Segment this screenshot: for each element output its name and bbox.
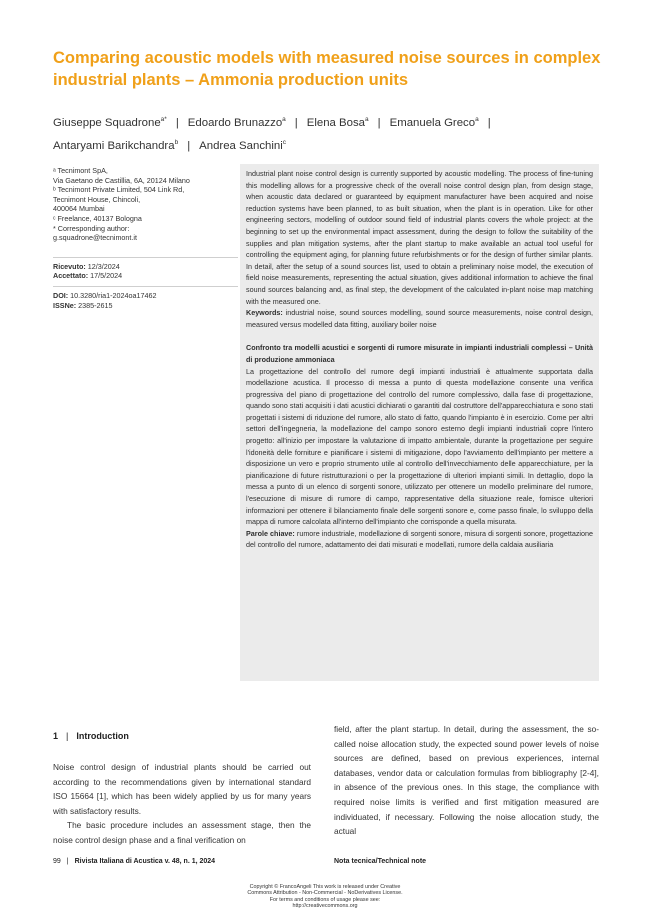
affiliation-a: ᵃ Tecnimont SpA, [53, 166, 108, 175]
corresponding-author-label: * Corresponding author: [53, 223, 130, 233]
abstract-english: Industrial plant noise control design is currently supported by acoustic modelling. The process of fine-tuning this modelling allows for a progressive check of the overall noise control design plan, from design stage, when acoustic data declared or guaranteed by equipment manufacturer have been acquired and noise reduction systems have been planned, to as built situation, when the plant is in operation. Like for other engineering sectors, modelling of outdoor sound field of industrial plants covers the whole project: at the beginning to set up the environmental impact assessment, during the design to follow the suitability of the supplies and plan mitigation systems, after the plant startup to make available an actual tool useful for controlling the equipment aging, for planning future refurbishments or for the design of further similar plants. In detail, after the setup of a sound sources list, used to obtain a preliminary noise model, the execution of field noise measurements, representing the actual situation, gives additional information to achieve the final sound sources balancing and, as final step, the development of the calculated in-plant noise map matching with the measured one. [246, 169, 593, 306]
author-name: Giuseppe Squadrone$^{a*}$ [53, 116, 167, 129]
author-name: Elena Bosa$^a$ [306, 116, 369, 129]
intro-paragraph-1: Noise control design of industrial plants should be carried out according to the recommendations given by international standard ISO 15664 [1], which has been widely applied by us for many years with satisfactory results. [53, 762, 311, 816]
affiliation-b-address: Tecnimont House, Chincoli, [53, 194, 141, 204]
affiliation-b-city: 400064 Mumbai [53, 204, 105, 214]
intro-paragraph-3: field, after the plant startup. In detail, during the assessment, the so-called noise allocation study, the expected sound power levels of noise sources are defined, based on previous experiences, internal databases, vendor data or calculation formulas from bibliography [2-4], in absence of the previous ones. In this stage, the compliance with required noise limits is verified and first mitigation measured are individuated, if necessary. Following the noise allocation study, the actual [334, 724, 599, 837]
page-number: 99 [53, 858, 61, 865]
intro-right-column [334, 722, 599, 839]
page-footer: 99 | Rivista Italiana di Acustica v. 48, n. 1, 2024 [53, 858, 216, 865]
received-date: Ricevuto: 12/3/2024 [53, 261, 120, 271]
affiliation-b: ᵇ Tecnimont Private Limited, 504 Link Rd, [53, 185, 185, 195]
accepted-date: Accettato: 17/5/2024 [53, 271, 123, 281]
author-name: Andrea Sanchini$^c$ [199, 138, 286, 152]
italian-title: Confronto tra modelli acustici e sorgenti di rumore misurate in impianti industriali complessi – Unità di produzione ammoniaca [246, 343, 593, 364]
author-name: Antaryami Barikchandra$^b$ [53, 138, 179, 152]
article-type: Nota tecnica/Technical note [334, 858, 427, 865]
divider [53, 286, 238, 287]
separator: | [294, 116, 298, 129]
affiliation-a-address: Via Gaetano de Castillia, 6A, 20124 Milano [53, 175, 190, 185]
abstract-box [240, 164, 599, 681]
divider [53, 257, 238, 258]
affiliation-c: ᶜ Freelance, 40137 Bologna [53, 213, 142, 223]
keywords: Keywords: industrial noise, sound sources modelling, sound source measurements, noise control design, measured versus modelled data fitting, auxiliary boiler noise [246, 308, 594, 329]
journal-name: Rivista Italiana di Acustica v. 48, n. 1, 2024 [74, 858, 216, 865]
license-notice: Copyright © FrancoAngeli This work is released under Creative Commons Attribution - Non-Commercial - NoDerivatives License. For terms and conditions of usage please see: http://creativecommons.org [200, 884, 450, 910]
corresponding-email[interactable]: g.squadrone@tecnimont.it [53, 233, 138, 243]
affiliations-column [53, 166, 238, 310]
section-heading: 1 | Introduction [53, 731, 129, 741]
article-title: Comparing acoustic models with measured noise sources in complex industrial plants – Ammonia production units [53, 49, 601, 89]
issn: ISSNe: 2385-2615 [53, 300, 113, 310]
keywords-italian: Parole chiave: rumore industriale, modellazione di sorgenti sonore, misura di sorgenti sonore, progettazione del controllo del rumore, adattamento dei dati misurati e modellati, rumore della caldaia ausiliaria [246, 528, 594, 550]
abstract-italian: La progettazione del controllo del rumore degli impianti industriali è attualmente supportata dalla modellazione acustica. Il processo di messa a punto di questa modellazione consente una verifica progressiva del piano di progettazione del controllo del rumore complessivo, dalla fase di progettazione, quando sono stati acquisiti i dati acustici dichiarati o garantiti dal costruttore dell'apparecchiatura e sono stati progettati i sistemi di riduzione del rumore, allo stato di fatto, quando l'impianto è in esercizio. Come per altri settori dell'ingegneria, la modellazione del campo sonoro esterno degli impianti industriali copre l'intero progetto: all'inizio per impostare la valutazione di impatto ambientale, durante la progettazione per seguire l'idoneità delle forniture e pianificare i sistemi di mitigazione, dopo l'avviamento dell'impianto per mettere a disposizione un vero e proprio strumento utile al controllo dell'invecchiamento delle apparecchiature, per la pianificazione di future ristrutturazioni o per la progettazione di ulteriori impianti simili. In dettaglio, dopo la messa a punto di un elenco di sorgenti sonore, utilizzato per ottenere un modello preliminare del rumore, l'esecuzione di misure di rumore di campo, rappresentative della situazione reale, fornisce ulteriori informazioni per ottenere il bilanciamento finale delle sorgenti sonore e, come passo finale, lo sviluppo della mappa di rumore calcolata all'interno dell'impianto che corrisponde a quella misurata. [246, 366, 593, 527]
separator: | [175, 116, 179, 129]
separator: | [187, 139, 191, 152]
intro-paragraph-2: The basic procedure includes an assessment stage, then the noise control design phase and a final verification on [53, 820, 311, 845]
separator: | [487, 116, 491, 129]
license-link[interactable]: http://creativecommons.org [292, 903, 358, 910]
author-name: Edoardo Brunazzo$^a$ [187, 116, 286, 129]
intro-left-column [53, 760, 311, 848]
separator: | [377, 116, 381, 129]
author-name: Emanuela Greco$^a$ [389, 116, 479, 129]
doi[interactable]: DOI: 10.3280/ria1-2024oa17462 [53, 290, 157, 300]
author-list [53, 110, 613, 156]
